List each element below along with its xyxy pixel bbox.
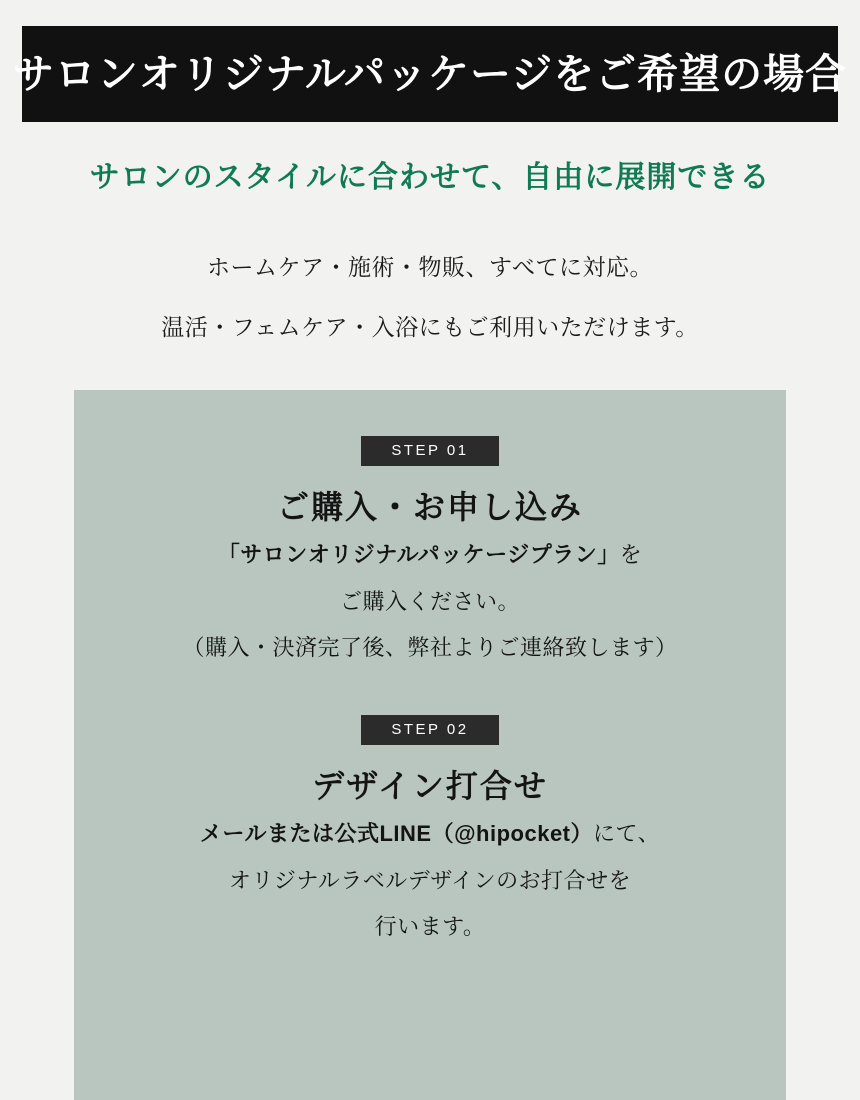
step-badge-02: STEP 02	[361, 715, 498, 745]
lead-copy: サロンのスタイルに合わせて、自由に展開できる	[89, 161, 771, 194]
step-title-02: デザイン打合せ	[312, 767, 548, 804]
step-body-01-bold-tail: を	[619, 542, 643, 568]
page-title: サロンオリジナルパッケージをご希望の場合	[12, 50, 848, 97]
header-band	[12, 26, 848, 122]
step-body-01-line-2: ご購入ください。	[339, 588, 520, 614]
step-badge-01: STEP 01	[361, 436, 498, 466]
step-body-02	[74, 811, 786, 950]
sub-copy	[0, 238, 860, 358]
steps-panel	[74, 390, 786, 1100]
step-body-02-bold: メールまたは公式LINE（@hipocket）	[199, 821, 594, 847]
step-body-02-bold-tail: にて、	[593, 821, 661, 847]
sub-copy-line-2: 温活・フェムケア・入浴にもご利用いただけます。	[161, 313, 699, 340]
step-title-01: ご購入・お申し込み	[276, 489, 583, 525]
step-body-01-line-3: （購入・決済完了後、弊社よりご連絡致します）	[182, 634, 678, 660]
step-body-01-line-1	[74, 532, 786, 578]
step-block-2	[74, 715, 786, 950]
step-body-02-line-2: オリジナルラベルデザインのお打合せを	[228, 867, 632, 893]
step-block-1	[74, 436, 786, 671]
step-body-01-bold: 「サロンオリジナルパッケージプラン」	[217, 542, 620, 568]
step-body-02-line-3: 行います。	[374, 913, 486, 939]
sub-copy-line-1: ホームケア・施術・物販、すべてに対応。	[206, 254, 654, 280]
step-body-02-line-1	[74, 811, 786, 857]
step-body-01	[74, 532, 786, 671]
